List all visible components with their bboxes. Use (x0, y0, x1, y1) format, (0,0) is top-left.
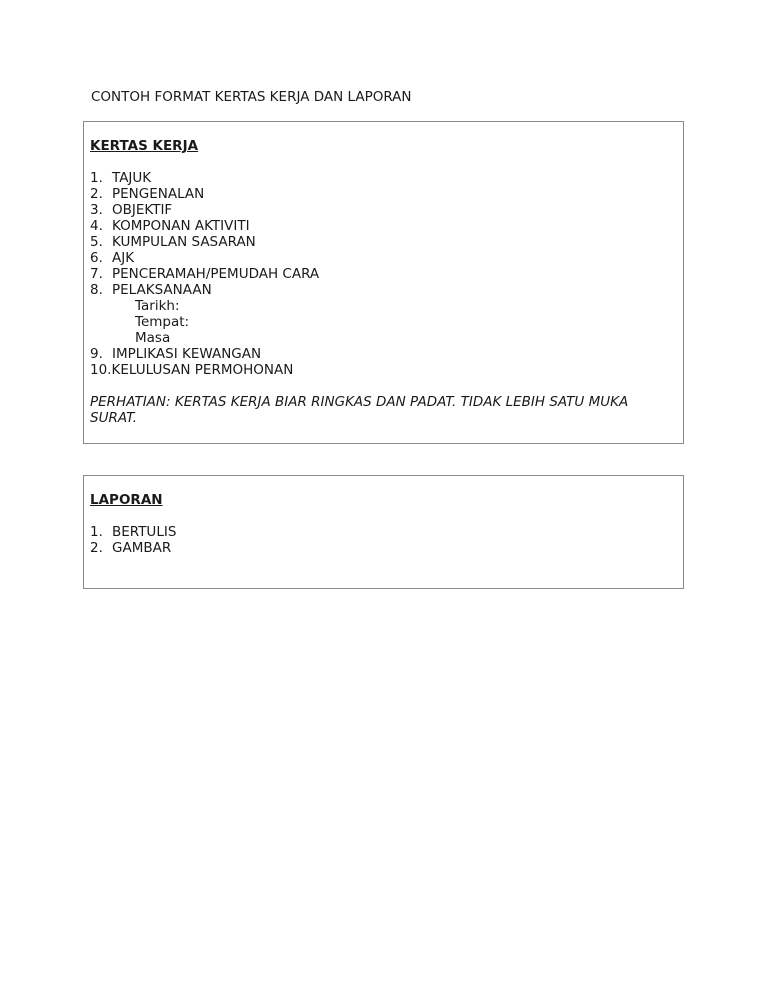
perhatian-note: PERHATIAN: KERTAS KERJA BIAR RINGKAS DAN PADAT. TIDAK LEBIH SATU MUKA SURAT. (90, 394, 629, 426)
item-text: KELULUSAN PERMOHONAN (111, 362, 294, 378)
list-item (90, 170, 677, 186)
list-item (90, 362, 677, 378)
item-number: 1. (90, 170, 103, 186)
list-item (90, 234, 677, 250)
sub-item-masa: Masa (135, 330, 171, 346)
item-text: PENCERAMAH/PEMUDAH CARA (112, 266, 320, 282)
document-title: CONTOH FORMAT KERTAS KERJA DAN LAPORAN (91, 89, 412, 105)
item-number: 8. (90, 282, 103, 298)
item-number: 7. (90, 266, 103, 282)
list-item (90, 202, 677, 218)
laporan-list (90, 524, 677, 556)
item-number: 3. (90, 202, 103, 218)
item-text: TAJUK (112, 170, 152, 186)
list-item (90, 250, 677, 266)
item-text: KUMPULAN SASARAN (112, 234, 256, 250)
list-item (90, 186, 677, 202)
sub-item-tempat: Tempat: (135, 314, 190, 330)
item-number: 2. (90, 186, 103, 202)
item-text: IMPLIKASI KEWANGAN (112, 346, 262, 362)
list-item (90, 218, 677, 234)
item-number: 1. (90, 524, 103, 540)
item-text: KOMPONAN AKTIVITI (112, 218, 250, 234)
list-item (90, 282, 677, 298)
list-item (90, 266, 677, 282)
item-text: AJK (112, 250, 135, 266)
sub-item-tarikh: Tarikh: (135, 298, 180, 314)
laporan-box (83, 475, 684, 589)
item-text: PENGENALAN (112, 186, 205, 202)
item-text: BERTULIS (112, 524, 177, 540)
list-item (90, 346, 677, 362)
item-number: 2. (90, 540, 103, 556)
item-text: GAMBAR (112, 540, 172, 556)
item-number: 4. (90, 218, 103, 234)
item-number: 6. (90, 250, 103, 266)
laporan-heading: LAPORAN (90, 492, 163, 508)
kertas-kerja-box (83, 121, 684, 444)
list-item (90, 524, 677, 540)
kertas-kerja-heading: KERTAS KERJA (90, 138, 199, 154)
item-text: PELAKSANAAN (112, 282, 212, 298)
item-number: 9. (90, 346, 103, 362)
item-number: 5. (90, 234, 103, 250)
kertas-kerja-list (90, 170, 677, 378)
item-number: 10. (90, 362, 112, 378)
item-text: OBJEKTIF (112, 202, 173, 218)
list-item (90, 540, 677, 556)
